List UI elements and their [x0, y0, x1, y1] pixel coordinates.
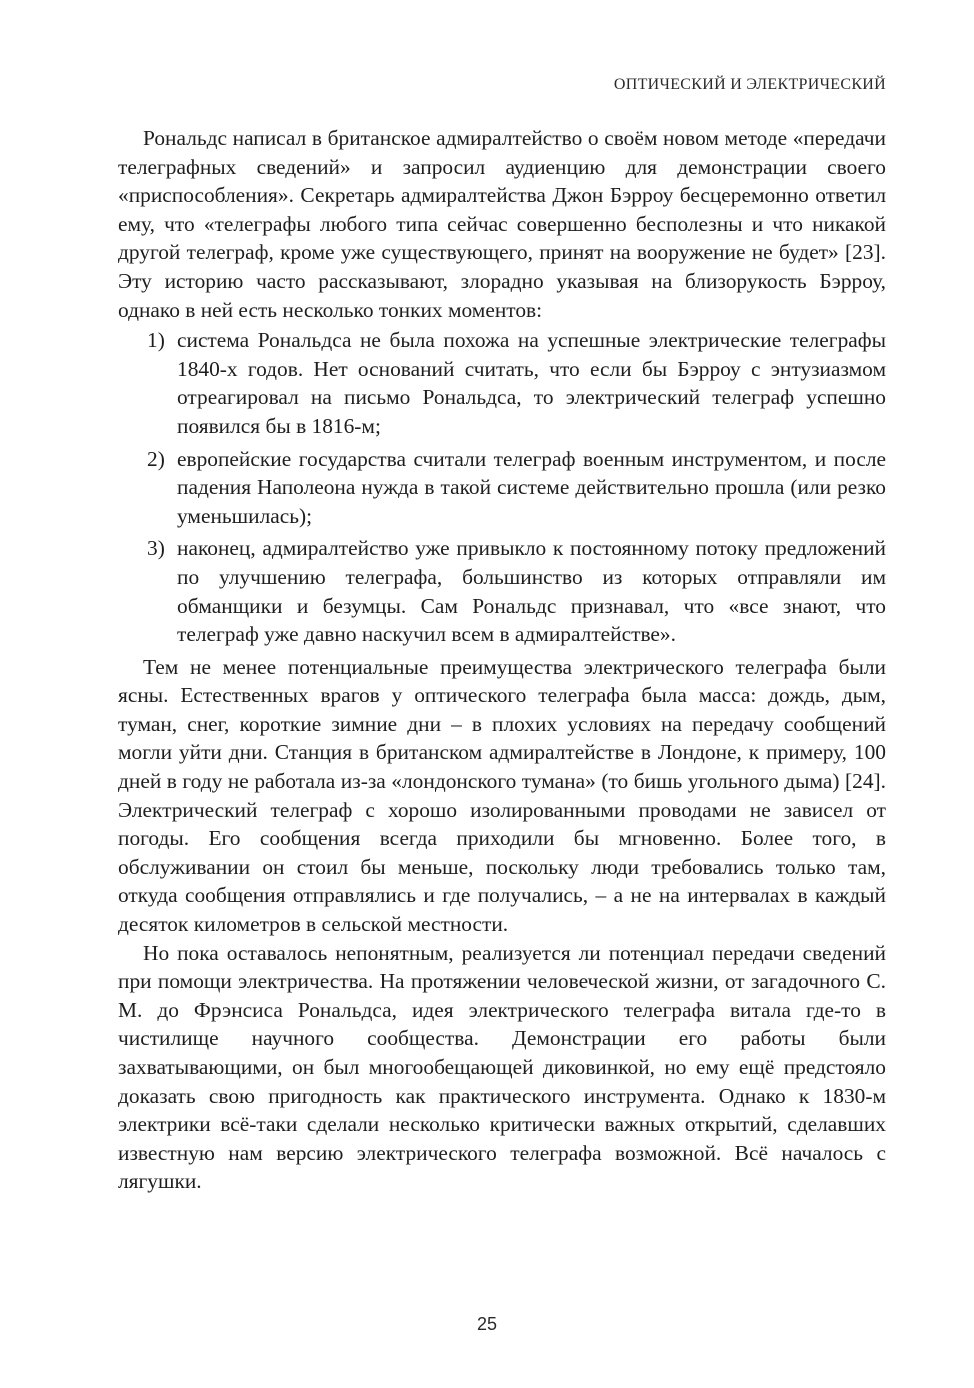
list-number: 3) [147, 536, 165, 561]
paragraph: Рональдс написал в британское адмиралтейство о своём новом методе «передачи телеграфных сведений» и запросил аудиенцию для демонстрации своего «приспособления». Секретарь адмиралтейства Джон Бэрроу бесцеремонно ответил ему, что «телеграфы любого типа сейчас совершенно бесполезны и что никакой другой телеграф, кроме уже существующего, принят на вооружение не будет» [23]. Эту историю часто рассказывают, злорадно указывая на близорукость Бэрроу, однако в ней есть несколько тонких моментов: [118, 126, 886, 322]
numbered-list [118, 326, 886, 649]
list-item [118, 445, 886, 531]
list-item-text: система Рональдса не была похожа на успешные электрические телеграфы 1840-х годов. Нет оснований считать, что если бы Бэрроу с энтузиазмом отреагировал на письмо Рональдса, то электрический телеграф успешно появился бы в 1816-м; [177, 328, 886, 438]
list-item-text: европейские государства считали телеграф военным инструментом, и после падения Наполеона нужда в такой системе действительно прошла (или резко уменьшилась); [177, 446, 886, 528]
running-head: ОПТИЧЕСКИЙ И ЭЛЕКТРИЧЕСКИЙ [613, 76, 886, 93]
paragraph: Тем не менее потенциальные преимущества электрического телеграфа были ясны. Естественных врагов у оптического телеграфа была масса: дождь, дым, туман, снег, короткие зимние дни – в плохих условиях на передачу сообщений могли уйти дни. Станция в британском адмиралтействе в Лондоне, к примеру, 100 дней в году не работала из-за «лондонского тумана» (то бишь угольного дыма) [24]. Электрический телеграф с хорошо изолированными проводами не зависел от погоды. Его сообщения всегда приходили бы мгновенно. Более того, в обслуживании он стоил бы меньше, поскольку люди требовались только там, откуда сообщения отправлялись и где получались, – а не на интервалах в каждый десяток километров в сельской местности. [118, 654, 886, 937]
paragraph: Но пока оставалось непонятным, реализуется ли потенциал передачи сведений при помощи электричества. На протяжении человеческой жизни, от загадочного С. М. до Фрэнсиса Рональдса, идея электрического телеграфа витала где-то в чистилище научного сообщества. Демонстрации его работы были захватывающими, он был многообещающей диковинкой, но ему ещё предстояло доказать свою пригодность как практического инструмента. Однако к 1830-м электрики всё-таки сделали несколько критически важных открытий, сделавших известную нам версию электрического телеграфа возможной. Всё началось с лягушки. [118, 940, 886, 1194]
page-number: 25 [476, 1314, 498, 1334]
list-number: 2) [147, 446, 165, 471]
list-item-text: наконец, адмиралтейство уже привыкло к постоянному потоку предложений по улучшению телеграфа, большинство из которых отправляли им обманщики и безумцы. Сам Рональдс признавал, что «все знают, что телеграф уже давно наскучил всем в адмиралтействе». [177, 536, 886, 647]
list-item [118, 326, 886, 440]
list-item [118, 534, 886, 648]
page-body [118, 124, 886, 1196]
list-number: 1) [147, 328, 165, 353]
